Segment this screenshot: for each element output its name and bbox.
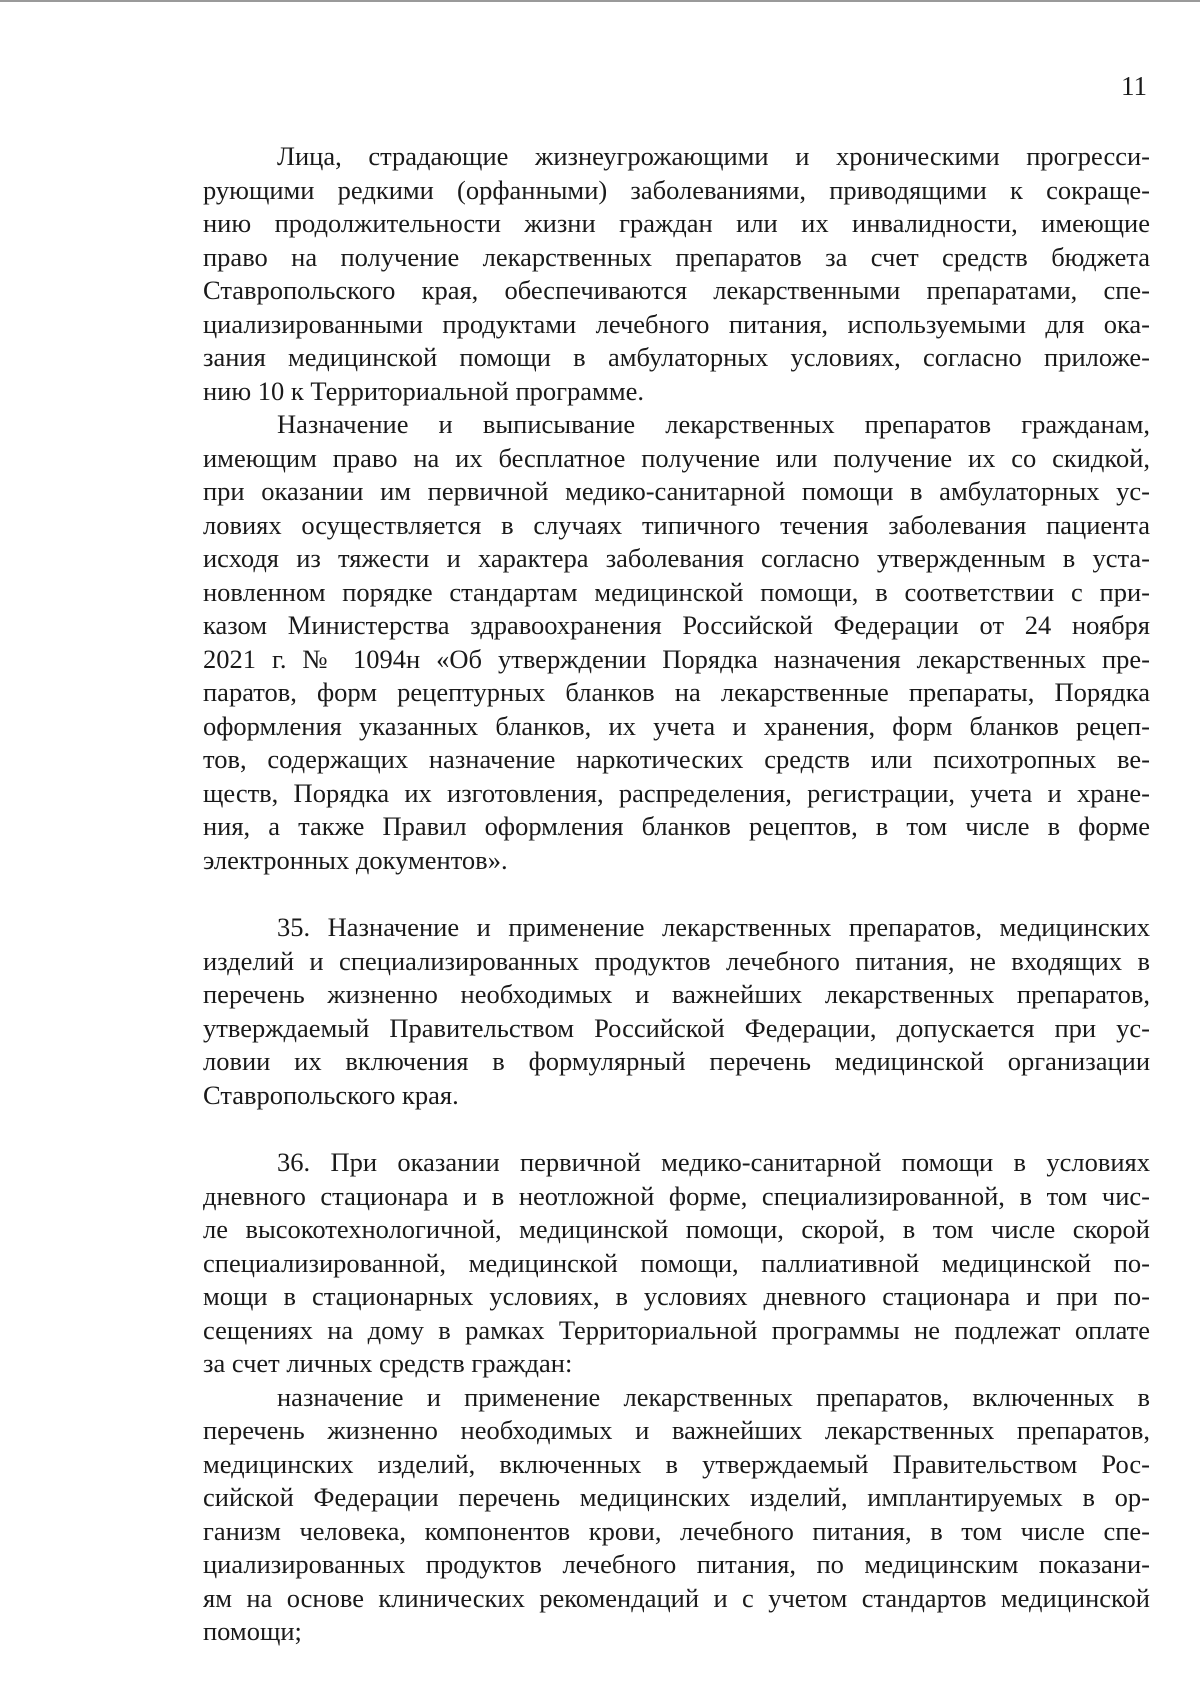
text-line: паратов, форм рецептурных бланков на лекарственные препараты, Порядка	[203, 677, 1150, 707]
text-line: нию 10 к Территориальной программе.	[203, 375, 644, 406]
text-line: ганизм человека, компонентов крови, лечебного питания, в том числе спе-	[203, 1515, 1150, 1546]
section-gap	[203, 877, 1150, 911]
section-gap	[203, 1112, 1150, 1146]
text-line: Ставропольского края, обеспечиваются лекарственными препаратами, спе-	[203, 275, 1150, 305]
text-line: назначение и применение лекарственных препаратов, включенных в	[277, 1381, 1150, 1412]
text-line: циализированных продуктов лечебного питания, по медицинским показани-	[203, 1549, 1150, 1579]
text-line: ществ, Порядка их изготовления, распределения, регистрации, учета и хране-	[203, 777, 1150, 808]
text-line: сийской Федерации перечень медицинских изделий, имплантируемых в ор-	[203, 1482, 1150, 1512]
text-line: рующими редкими (орфанными) заболеваниями, приводящими к сокраще-	[203, 174, 1150, 205]
text-line: 36. При оказании первичной медико-санитарной помощи в условиях	[277, 1147, 1150, 1177]
document-body	[203, 140, 1150, 1649]
text-line: дневного стационара и в неотложной форме, специализированной, в том чис-	[203, 1180, 1150, 1211]
text-line: право на получение лекарственных препаратов за счет средств бюджета	[203, 241, 1150, 272]
paragraph-item-35	[203, 911, 1150, 1112]
text-line: за счет личных средств граждан:	[203, 1348, 573, 1378]
text-line: специализированной, медицинской помощи, паллиативной медицинской по-	[203, 1247, 1150, 1278]
text-line: ловиях осуществляется в случаях типичного течения заболевания пациента	[203, 509, 1150, 540]
text-line: утверждаемый Правительством Российской Федерации, допускается при ус-	[203, 1012, 1150, 1043]
text-line: ям на основе клинических рекомендаций и с учетом стандартов медицинской	[203, 1582, 1150, 1613]
text-line: изделий и специализированных продуктов лечебного питания, не входящих в	[203, 945, 1150, 976]
text-line: помощи;	[203, 1616, 302, 1646]
paragraph-medications-list	[203, 1381, 1150, 1649]
text-line: мощи в стационарных условиях, в условиях дневного стационара и при по-	[203, 1281, 1150, 1311]
text-line: циализированными продуктами лечебного питания, используемыми для ока-	[203, 308, 1150, 339]
text-line: Назначение и выписывание лекарственных препаратов гражданам,	[277, 409, 1150, 439]
paragraph-orphan-diseases	[203, 140, 1150, 408]
text-line: электронных документов».	[203, 844, 508, 875]
text-line: казом Министерства здравоохранения Российской Федерации от 24 ноября	[203, 610, 1150, 640]
text-line: при оказании им первичной медико-санитарной помощи в амбулаторных ус-	[203, 476, 1150, 506]
text-line: 2021 г. № 1094н «Об утверждении Порядка назначения лекарственных пре-	[203, 643, 1150, 674]
text-line: ловии их включения в формулярный перечень медицинской организации	[203, 1046, 1150, 1076]
text-line: 35. Назначение и применение лекарственных препаратов, медицинских	[277, 912, 1150, 942]
text-line: медицинских изделий, включенных в утверждаемый Правительством Рос-	[203, 1448, 1150, 1479]
scan-top-edge	[0, 0, 1200, 2]
text-line: тов, содержащих назначение наркотических средств или психотропных ве-	[203, 744, 1150, 774]
text-line: сещениях на дому в рамках Территориальной программы не подлежат оплате	[203, 1314, 1150, 1345]
text-line: перечень жизненно необходимых и важнейших лекарственных препаратов,	[203, 1415, 1150, 1445]
text-line: перечень жизненно необходимых и важнейших лекарственных препаратов,	[203, 979, 1150, 1009]
text-line: Ставропольского края.	[203, 1079, 459, 1110]
text-line: зания медицинской помощи в амбулаторных условиях, согласно приложе-	[203, 342, 1150, 372]
paragraph-prescription	[203, 408, 1150, 877]
text-line: ния, а также Правил оформления бланков рецептов, в том числе в форме	[203, 811, 1150, 841]
text-line: ле высокотехнологичной, медицинской помощи, скорой, в том числе скорой	[203, 1214, 1150, 1244]
text-line: оформления указанных бланков, их учета и хранения, форм бланков рецеп-	[203, 710, 1150, 741]
paragraph-item-36	[203, 1146, 1150, 1381]
page-number: 11	[1121, 71, 1147, 101]
text-line: исходя из тяжести и характера заболевания согласно утвержденным в уста-	[203, 543, 1150, 573]
text-line: нию продолжительности жизни граждан или их инвалидности, имеющие	[203, 208, 1150, 238]
text-line: Лица, страдающие жизнеугрожающими и хроническими прогресси-	[277, 141, 1150, 171]
text-line: новленном порядке стандартам медицинской помощи, в соответствии с при-	[203, 576, 1150, 607]
text-line: имеющим право на их бесплатное получение или получение их со скидкой,	[203, 442, 1150, 473]
